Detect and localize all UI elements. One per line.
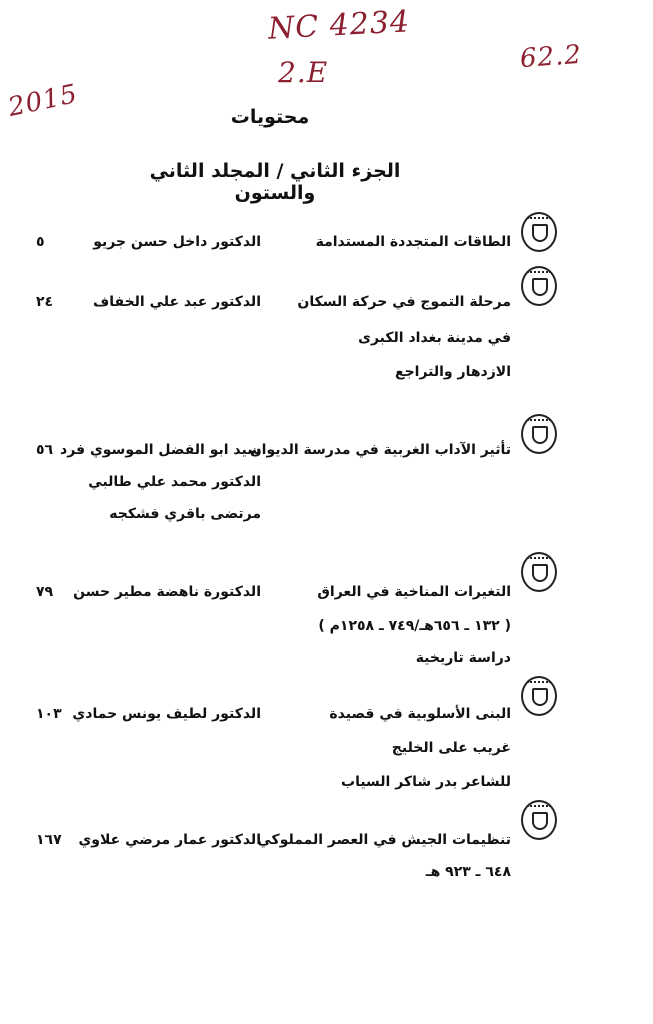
entry-3-author-3: مرتضى باقري فشكجه	[109, 506, 261, 522]
entry-4-author-1: الدكتورة ناهضة مطير حسن	[73, 584, 261, 600]
university-seal-icon	[521, 552, 557, 592]
entry-3-title-1: تأثير الآداب الغربية في مدرسة الديوان	[249, 442, 511, 458]
entry-5-author-1: الدكتور لطيف يونس حمادي	[72, 706, 261, 722]
university-seal-icon	[521, 676, 557, 716]
handwritten-year: 2015	[5, 79, 81, 123]
entry-1-title-1: الطاقات المتجددة المستدامة	[315, 234, 511, 250]
entry-3-author-2: الدكتور محمد علي طالبي	[88, 474, 261, 490]
entry-5-title-2: غريب على الخليج	[391, 740, 511, 756]
entry-2-title-2: في مدينة بغداد الكبرى	[358, 330, 511, 346]
university-seal-icon	[521, 266, 557, 306]
university-seal-icon	[521, 414, 557, 454]
page-title: محتويات	[230, 106, 310, 128]
entry-1-author-1: الدكتور داخل حسن جريو	[93, 234, 261, 250]
entry-5-title-1: البنى الأسلوبية في قصيدة	[329, 706, 511, 722]
entry-2-page: ٢٤	[36, 294, 54, 310]
university-seal-icon	[521, 212, 557, 252]
entry-4-title-3: دراسة تاريخية	[415, 650, 511, 666]
entry-5-page: ١٠٣	[36, 706, 62, 722]
handwritten-label: 2.E	[278, 56, 329, 89]
entry-6-page: ١٦٧	[36, 832, 62, 848]
university-seal-icon	[521, 800, 557, 840]
entry-2-author-1: الدكتور عبد علي الخفاف	[92, 294, 261, 310]
entry-6-author-1: الدكتور عمار مرضي علاوي	[78, 832, 261, 848]
volume-subtitle: الجزء الثاني / المجلد الثاني والستون	[149, 160, 401, 204]
entry-2-title-1: مرحلة التموج في حركة السكان	[297, 294, 511, 310]
entry-1-page: ٥	[36, 234, 45, 250]
entry-4-title-1: التغيرات المناخية في العراق	[317, 584, 511, 600]
handwritten-code: NC 4234	[267, 4, 411, 47]
entry-4-page: ٧٩	[36, 584, 54, 600]
entry-2-title-3: الازدهار والتراجع	[395, 364, 511, 380]
entry-5-title-3: للشاعر بدر شاكر السياب	[341, 774, 511, 790]
entry-3-author-1: سيد ابو الفضل الموسوي فرد	[60, 442, 261, 458]
entry-3-page: ٥٦	[36, 442, 54, 458]
entry-6-title-2: ٦٤٨ ـ ٩٢٣ هـ	[425, 864, 511, 880]
handwritten-page-ref: 62.2	[519, 39, 583, 75]
entry-4-title-2: ( ١٣٢ ـ ٦٥٦هـ/٧٤٩ ـ ١٢٥٨م )	[318, 618, 511, 634]
entry-6-title-1: تنظيمات الجيش في العصر المملوكي	[257, 832, 511, 848]
